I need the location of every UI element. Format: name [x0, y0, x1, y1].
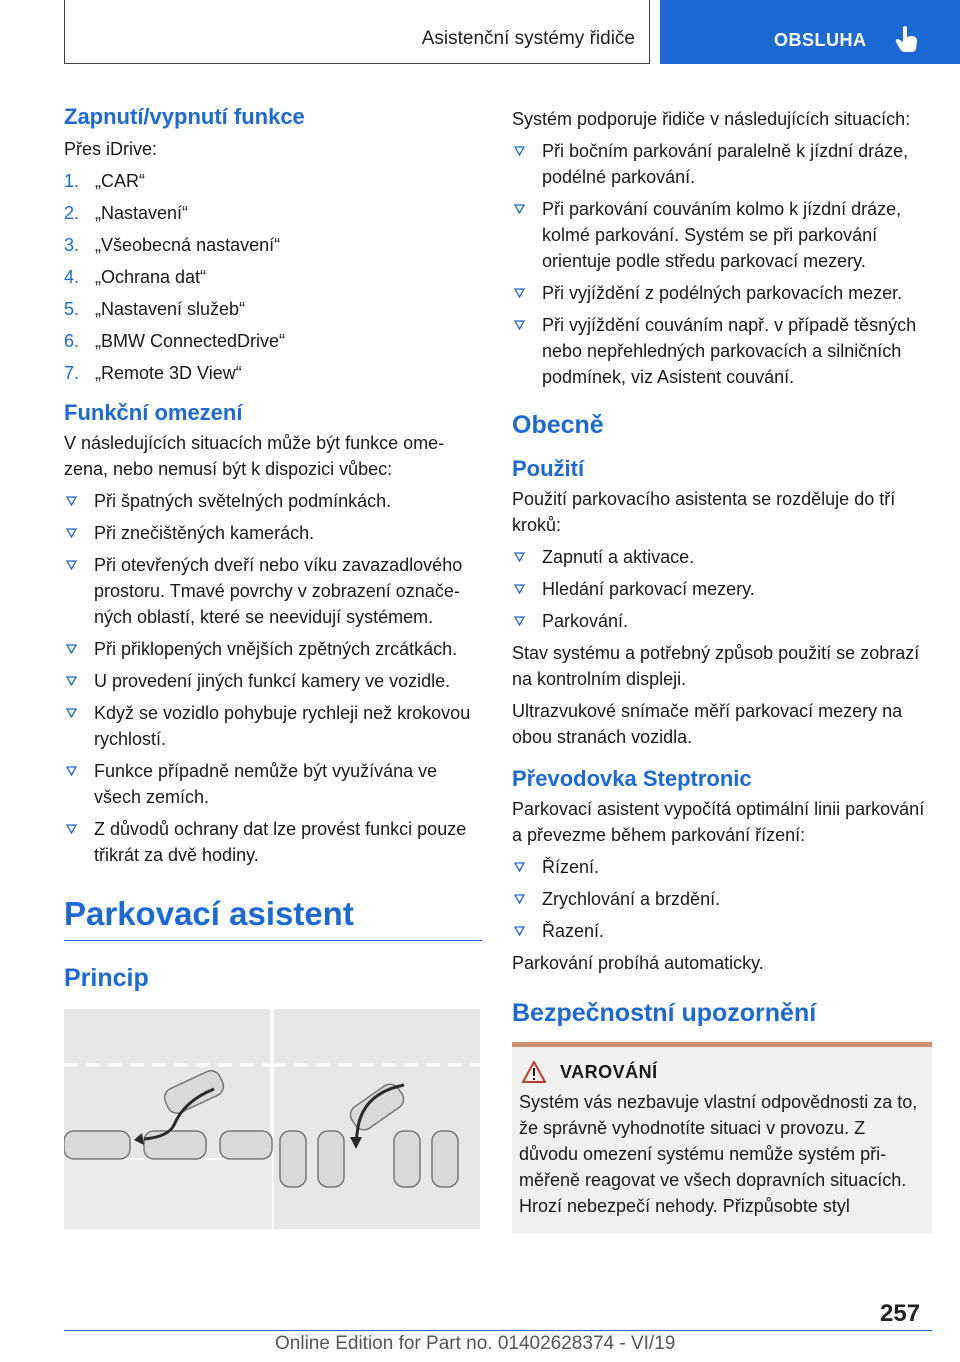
usage-step-item-text: Hledání parkovací mezery. — [542, 579, 755, 599]
situation-item — [512, 196, 932, 274]
step-item — [64, 296, 482, 322]
bullet-triangle-icon — [66, 766, 77, 776]
bullet-triangle-icon — [66, 644, 77, 654]
chapter-tab-label: OBSLUHA — [774, 30, 867, 50]
heading-principle: Princip — [64, 964, 149, 992]
bullet-triangle-icon — [66, 528, 77, 538]
right-column — [512, 100, 932, 1233]
usage-paragraph-1: Stav systému a potřebný způsob použití se zobrazí na kontrolním displeji. — [512, 643, 920, 689]
step-number: 4. — [64, 267, 80, 287]
heading-rule — [64, 940, 482, 941]
limit-item — [64, 636, 482, 662]
page-header — [0, 0, 960, 64]
page-number: 257 — [880, 1300, 921, 1327]
usage-step-item — [512, 576, 932, 602]
step-number: 2. — [64, 203, 80, 223]
step-item — [64, 200, 482, 226]
steptronic-step-item-text: Zrychlování a brzdění. — [542, 889, 721, 909]
steptronic-step-item-text: Řazení. — [542, 921, 605, 941]
step-number: 3. — [64, 235, 80, 255]
heading-usage: Použití — [512, 456, 585, 481]
step-number: 7. — [64, 363, 80, 383]
step-text: „BMW ConnectedDrive“ — [95, 331, 286, 351]
limit-item-text: Když se vozidlo pohybuje rychleji než krokovou rychlostí. — [94, 703, 471, 749]
bullet-triangle-icon — [66, 708, 77, 718]
heading-limits: Funkční omezení — [64, 400, 243, 425]
usage-step-item-text: Parkování. — [542, 611, 629, 631]
heading-steptronic: Převodovka Steptronic — [512, 766, 752, 791]
step-text: „Nastavení služeb“ — [95, 299, 246, 319]
usage-step-item — [512, 608, 932, 634]
situation-item — [512, 312, 932, 390]
heading-parking-assistant: Parkovací asistent — [64, 895, 354, 932]
step-text: „Nastavení“ — [95, 203, 189, 223]
footer-edition: Online Edition for Part no. 01402628374 - VI/19 — [275, 1333, 676, 1354]
bullet-triangle-icon — [514, 552, 525, 562]
warning-box — [512, 1042, 932, 1233]
warning-header — [519, 1061, 924, 1083]
limits-intro: V následujících situacích může být funkce omezena, nebo nemusí být k dispozici vůbec: — [64, 433, 445, 479]
steptronic-step-item-text: Řízení. — [542, 857, 600, 877]
limit-item — [64, 488, 482, 514]
step-text: „Ochrana dat“ — [95, 267, 207, 287]
step-number: 1. — [64, 171, 80, 191]
parking-illustration — [64, 1009, 480, 1229]
usage-intro: Použití parkovacího asistenta se rozděluje do tří kroků: — [512, 489, 896, 535]
step-text: „Remote 3D View“ — [95, 363, 242, 383]
steptronic-paragraph: Parkování probíhá automaticky. — [512, 953, 764, 973]
header-title-box — [64, 0, 650, 64]
situation-item — [512, 138, 932, 190]
steptronic-steps-list — [512, 854, 932, 944]
via-idrive-text: Přes iDrive: — [64, 139, 158, 159]
warning-title: VAROVÁNÍ — [560, 1061, 658, 1082]
situation-item-text: Při parkování couváním kolmo k jízdní dráze, kolmé parkování. Systém se při parkování orientuje podle středu parkovací mezery. — [542, 199, 902, 271]
limit-item — [64, 552, 482, 630]
support-intro: Systém podporuje řidiče v následujících situacích: — [512, 109, 911, 129]
step-number: 6. — [64, 331, 80, 351]
parking-diagram — [64, 1009, 480, 1229]
usage-step-item-text: Zapnutí a aktivace. — [542, 547, 695, 567]
step-text: „Všeobecná nastavení“ — [95, 235, 281, 255]
situation-item — [512, 280, 932, 306]
section-title: Asistenční systémy řidiče — [421, 28, 635, 49]
limits-list — [64, 488, 482, 868]
limit-item-text: Funkce případně nemůže být využívána ve všech zemích. — [94, 761, 438, 807]
bullet-triangle-icon — [514, 616, 525, 626]
situation-item-text: Při vyjíždění z podélných parkovacích mezer. — [542, 283, 903, 303]
step-item — [64, 360, 482, 386]
limit-item-text: U provedení jiných funkcí kamery ve vozidle. — [94, 671, 451, 691]
bullet-triangle-icon — [514, 926, 525, 936]
heading-general: Obecně — [512, 411, 604, 439]
step-item — [64, 328, 482, 354]
steptronic-intro: Parkovací asistent vypočítá optimální linii parkování a převezme během parkování řízení: — [512, 799, 925, 845]
usage-step-item — [512, 544, 932, 570]
warning-text: Systém vás nezbavuje vlastní odpovědnosti za to, že správně vyhodnotíte situaci v provozu. Z důvodu omezení systému nemůže systém přiměřeně reagovat ve všech dopravních situacích. Hrozí nebezpečí nehody. Přizpůsobte styl — [519, 1092, 918, 1216]
bullet-triangle-icon — [514, 204, 525, 214]
limit-item — [64, 668, 482, 694]
hand-pointer-icon — [895, 25, 921, 53]
limit-item — [64, 700, 482, 752]
limit-item — [64, 520, 482, 546]
heading-safety: Bezpečnostní upozornění — [512, 999, 817, 1027]
bullet-triangle-icon — [66, 560, 77, 570]
left-column — [64, 100, 482, 1229]
situations-list — [512, 138, 932, 390]
bullet-triangle-icon — [514, 146, 525, 156]
usage-paragraph-2: Ultrazvukové snímače měří parkovací mezery na obou stranách vozidla. — [512, 701, 903, 747]
bullet-triangle-icon — [514, 894, 525, 904]
limit-item-text: Z důvodů ochrany dat lze provést funkci pouze třikrát za dvě hodiny. — [94, 819, 467, 865]
idrive-steps-list — [64, 168, 482, 386]
steptronic-step-item — [512, 854, 932, 880]
bullet-triangle-icon — [66, 676, 77, 686]
bullet-triangle-icon — [514, 288, 525, 298]
bullet-triangle-icon — [66, 824, 77, 834]
step-item — [64, 232, 482, 258]
usage-steps-list — [512, 544, 932, 634]
step-number: 5. — [64, 299, 80, 319]
bullet-triangle-icon — [514, 584, 525, 594]
situation-item-text: Při vyjíždění couváním např. v případě těsných nebo nepřehledných parkovacích a silničních podmínek, viz Asistent couvání. — [542, 315, 917, 387]
step-item — [64, 264, 482, 290]
limit-item-text: Při otevřených dveří nebo víku zavazadlového prostoru. Tmavé povrchy v zobrazení označených oblastí, které se neevidují systémem. — [94, 555, 463, 627]
warning-triangle-icon — [522, 1061, 546, 1083]
step-item — [64, 168, 482, 194]
bullet-triangle-icon — [66, 496, 77, 506]
limit-item-text: Při špatných světelných podmínkách. — [94, 491, 392, 511]
footer-rule — [64, 1330, 932, 1331]
limit-item — [64, 758, 482, 810]
limit-item-text: Při přiklopených vnějších zpětných zrcátkách. — [94, 639, 458, 659]
bullet-triangle-icon — [514, 320, 525, 330]
steptronic-step-item — [512, 886, 932, 912]
chapter-tab — [660, 0, 960, 64]
bullet-triangle-icon — [514, 862, 525, 872]
heading-onoff: Zapnutí/vypnutí funkce — [64, 104, 305, 129]
limit-item — [64, 816, 482, 868]
steptronic-step-item — [512, 918, 932, 944]
limit-item-text: Při znečištěných kamerách. — [94, 523, 315, 543]
step-text: „CAR“ — [95, 171, 145, 191]
situation-item-text: Při bočním parkování paralelně k jízdní dráze, podélné parkování. — [542, 141, 909, 187]
